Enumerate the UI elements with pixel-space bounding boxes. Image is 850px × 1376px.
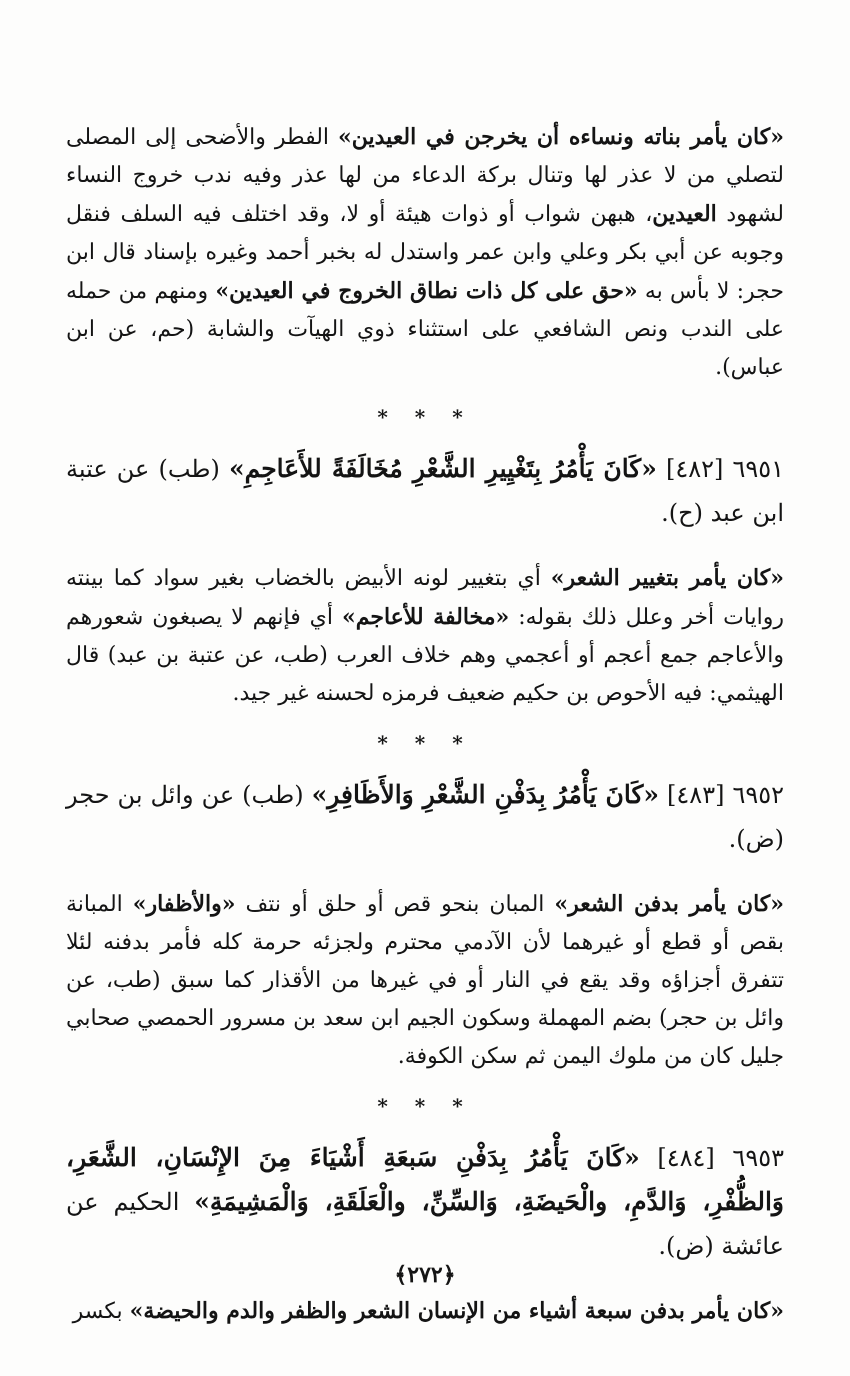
commentary-paragraph — [66, 885, 784, 1076]
text-run: الفطر والأضحى إلى المصلى لتصلي من لا عذر لها وتنال بركة الدعاء من لها عذر وفيه ندب خروج النساء لشهود — [66, 125, 785, 227]
commentary-paragraph — [66, 1292, 784, 1331]
text-run: أي فإنهم لا يصبغون شعورهم والأعاجم جمع أعجم أو أعجمي وهم خلاف العرب (طب، عن عتبة بن عبد) قال الهيثمي: فيه الأحوص بن حكيم ضعيف فرمزه لحسنه غير جيد. — [66, 605, 785, 706]
bold-quote: «حق على كل ذات نطاق الخروج في العيدين» — [215, 278, 638, 304]
bold-quote: «كان يأمر بناته ونساءه أن يخرجن في العيدين» — [338, 124, 784, 150]
text-run: ٦٩٥٣ [٤٨٤] — [639, 1144, 784, 1172]
spacer — [66, 1076, 784, 1090]
spacer — [66, 1122, 784, 1136]
bold-quote: العيدين — [652, 201, 717, 227]
text-run: ومنهم من حمله على الندب ونص الشافعي على استثناء ذوي الهيآت والشابة (حم، عن ابن عباس). — [66, 279, 784, 380]
section-separator: * * * — [377, 1094, 473, 1118]
hadith-entry — [66, 773, 784, 861]
section-separator: * * * — [377, 731, 473, 755]
spacer — [66, 433, 784, 447]
text-run: الحكيم عن عائشة (ض). — [66, 1188, 784, 1260]
text-run: المبان بنحو قص أو حلق أو نتف — [235, 892, 555, 917]
bold-quote: «كان يأمر بتغيير الشعر» — [550, 565, 784, 591]
commentary-paragraph — [66, 559, 784, 713]
text-run: (طب) عن عتبة ابن عبد (ح). — [66, 455, 784, 527]
spacer — [66, 759, 784, 773]
section-separator: * * * — [377, 405, 473, 429]
bold-quote: «كَانَ يَأْمُرُ بِدَفْنِ سَبعَةِ أَشْيَاءَ مِنَ الإِنْسَانِ، الشَّعَرِ، وَالظُّفْرِ، وَالدَّمِ، والْحَيضَةِ، وَالسِّنِّ، والْعَلَقَةِ، وَالْمَشِيمَةِ» — [66, 1143, 784, 1216]
spacer — [66, 861, 784, 885]
spacer — [66, 713, 784, 727]
bold-quote: «كَانَ يَأْمُرُ بِدَفْنِ الشَّعْرِ وَالأَظَافِرِ» — [311, 780, 660, 809]
spacer — [66, 387, 784, 401]
bold-quote: «والأظفار» — [132, 891, 236, 917]
text-run: بكسر — [72, 1299, 130, 1324]
bold-quote: «كَانَ يَأْمُرُ بِتَغْيِيرِ الشَّعْرِ مُخَالَفَةً للأَعَاجِمِ» — [228, 454, 657, 483]
bold-quote: «كان يأمر بدفن سبعة أشياء من الإنسان الشعر والظفر والدم والحيضة» — [129, 1298, 784, 1324]
commentary-paragraph — [66, 118, 784, 387]
spacer — [66, 535, 784, 559]
text-run: ٦٩٥٢ [٤٨٣] — [659, 781, 784, 809]
text-run: ٦٩٥١ [٤٨٢] — [656, 455, 785, 483]
text-run: (طب) عن وائل بن حجر (ض). — [66, 781, 784, 853]
page-body — [66, 118, 784, 1331]
hadith-entry — [66, 447, 784, 535]
text-run: المبانة بقص أو قطع أو غيرهما لأن الآدمي محترم ولجزئه حرمة كله فأمر بدفنه لئلا تتفرق أجزاؤه وقد يقع في النار أو في غيرها من الأقذار كما سبق (طب، عن وائل بن حجر) بضم المهملة وسكون الجيم ابن سعد بن مسرور الحمصي صحابي جليل كان من ملوك اليمن ثم سكن الكوفة. — [66, 892, 784, 1069]
text-run: ، هبهن شواب أو ذوات هيئة أو لا، وقد اختلف فيه السلف فنقل وجوبه عن أبي بكر وعلي وابن عمر واستدل له بخبر أحمد وغيره بإسناد قال ابن حجر: لا بأس به — [66, 202, 784, 304]
bold-quote: «مخالفة للأعاجم» — [341, 604, 510, 630]
hadith-entry — [66, 1136, 784, 1268]
page-number: ﴿٢٧٢﴾ — [394, 1262, 456, 1288]
text-run: أي بتغيير لونه الأبيض بالخضاب بغير سواد كما بينته روايات أخر وعلل ذلك بقوله: — [66, 566, 784, 630]
bold-quote: «كان يأمر بدفن الشعر» — [554, 891, 785, 917]
